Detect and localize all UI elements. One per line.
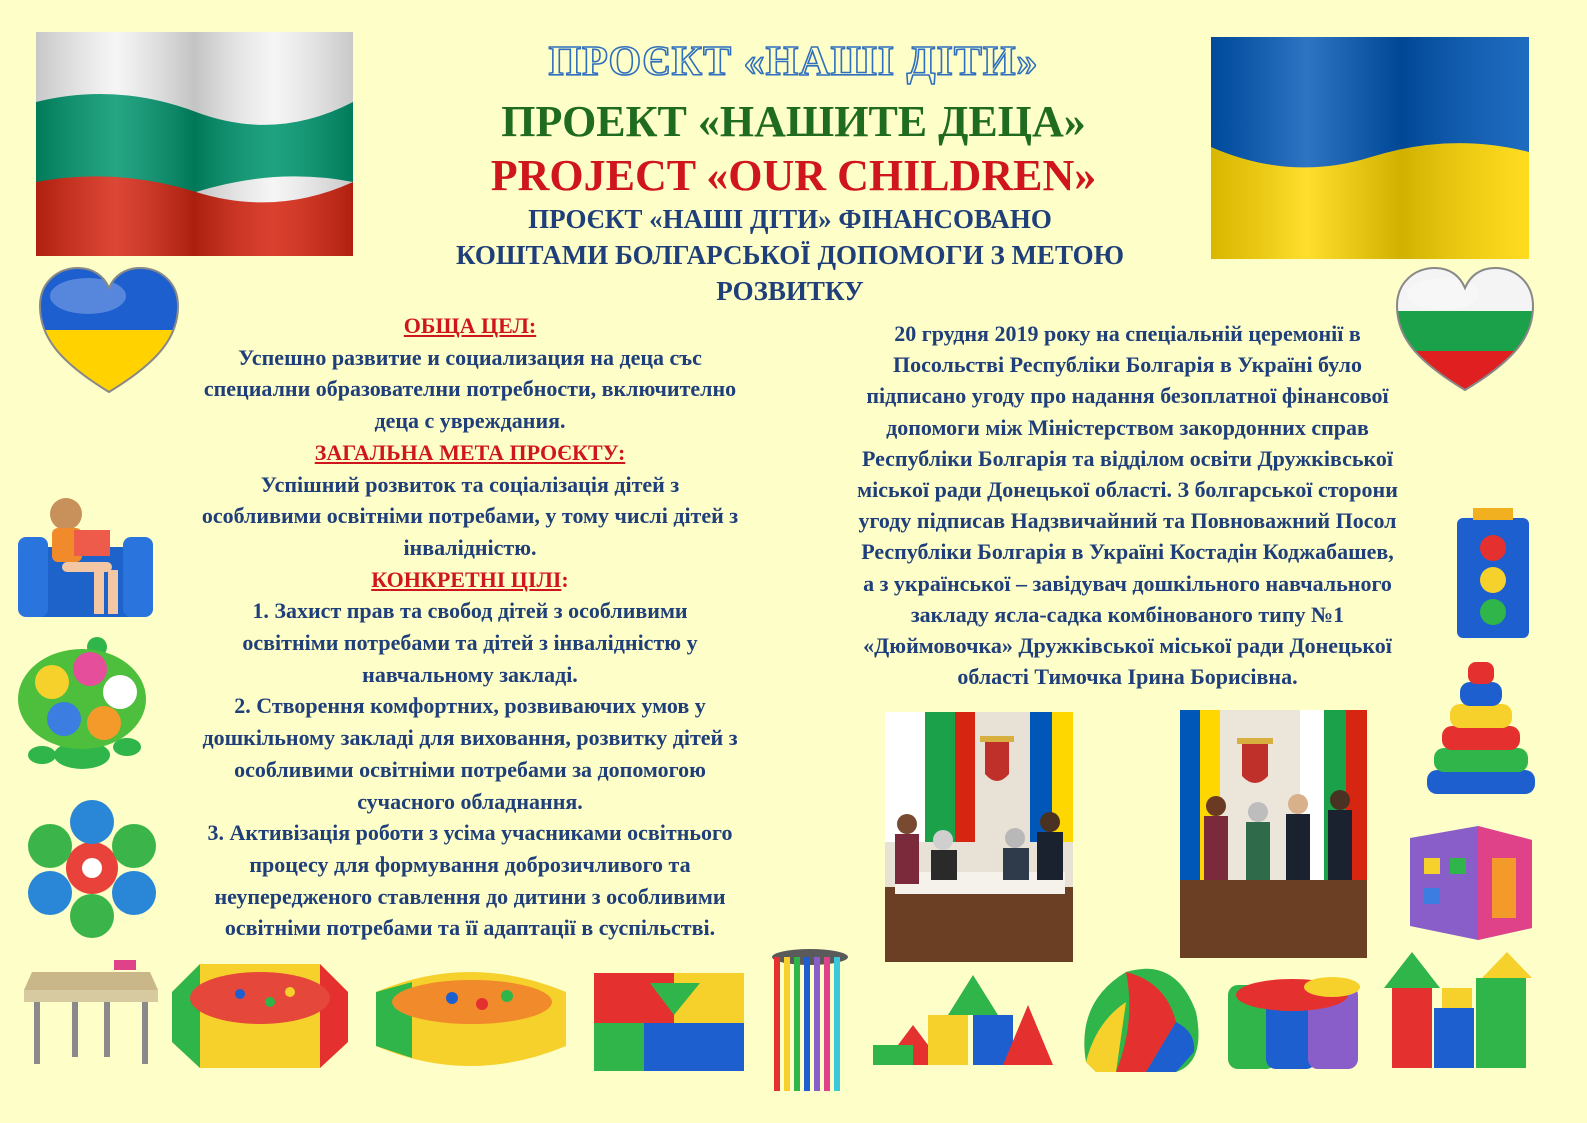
ua-goal-line: інвалідністю.	[403, 534, 537, 560]
subtitle-line: ПРОЄКТ «НАШІ ДІТИ» ФІНАНСОВАНО	[528, 204, 1052, 234]
title-ukrainian: ПРОЄКТ «НАШІ ДІТИ»	[548, 39, 1039, 85]
specific-goals-heading: КОНКРЕТНІ ЦІЛІ	[371, 566, 562, 592]
goal-line: особливими освітніми потребами за допомогою	[234, 756, 706, 782]
signing-ceremony-photo-2	[1180, 710, 1367, 958]
title-bulgarian: ПРОЕКТ «НАШИТЕ ДЕЦА»	[501, 97, 1086, 146]
ceremony-line: угоду підписав Надзвичайний та Повноважний Посол	[858, 508, 1397, 534]
specific-goals-colon: :	[561, 566, 569, 592]
goal-line: 3. Активізація роботи з усіма учасниками освітнього	[207, 820, 733, 846]
ring-pyramid-photo	[1422, 658, 1540, 798]
title-english: PROJECT «OUR CHILDREN»	[490, 151, 1097, 200]
ball-pit-octagon-photo	[170, 952, 350, 1070]
goal-line: 2. Створення комфортних, розвиваючих умов у	[234, 693, 706, 719]
flower-mat-photo	[22, 798, 160, 940]
dry-shower-curtain-photo	[768, 945, 853, 1093]
activity-cube-photo	[1408, 818, 1534, 943]
traffic-light-cube-photo	[1455, 508, 1533, 640]
ceremony-line: підписано угоду про надання безоплатної фінансової	[866, 383, 1389, 409]
ceremony-line: а з української – завідувач дошкільного навчального	[863, 570, 1392, 596]
soft-construction-set-photo	[1382, 948, 1534, 1076]
bean-bag-photo	[1076, 962, 1202, 1077]
bg-goal-line: деца с увреждания.	[374, 408, 566, 434]
bg-goal-line: специални образователни потребности, включително	[203, 376, 737, 402]
ceremony-line: міської ради Донецької області. З болгарської сторони	[857, 477, 1398, 503]
turtle-toy-photo	[12, 637, 152, 777]
ua-goal-line: особливими освітніми потребами, у тому числі дітей з	[201, 503, 739, 529]
funding-subtitle	[380, 201, 1200, 309]
goal-line: процесу для формування доброзичливого та	[249, 851, 691, 877]
building-blocks-photo	[873, 965, 1053, 1069]
goal-line: 1. Захист прав та свобод дітей з особливими	[252, 598, 688, 624]
ceremony-line: області Тимочка Ірина Борисівна.	[957, 664, 1298, 690]
specific-goals-heading-row	[152, 564, 788, 596]
subtitle-line: РОЗВИТКУ	[716, 276, 864, 306]
ball-pit-corner-photo	[372, 962, 569, 1072]
goal-line: освітніми потребами та дітей з інвалідністю у	[242, 630, 698, 656]
sand-table-photo	[22, 952, 160, 1067]
signing-ceremony-photo-1	[885, 712, 1073, 962]
ceremony-line: Республіки Болгарія в Україні Костадін Коджабашев,	[861, 539, 1394, 565]
bg-goal-line: Успешно развитие и социализация на деца със	[238, 344, 702, 370]
ceremony-line: Посольстві Республіки Болгарія в Україні було	[892, 352, 1363, 378]
subtitle-line: КОШТАМИ БОЛГАРСЬКОЇ ДОПОМОГИ З МЕТОЮ	[455, 240, 1124, 270]
soft-poufs-photo	[1222, 965, 1364, 1073]
ua-goal-line: Успішний розвиток та соціалізація дітей з	[260, 471, 680, 497]
goal-line: сучасного обладнання.	[357, 788, 583, 814]
goal-line: дошкільному закладі для виховання, розвитку дітей з	[202, 725, 738, 751]
goal-line: навчальному закладі.	[362, 661, 578, 687]
ceremony-line: допомоги між Міністерством закордонних справ	[886, 414, 1369, 440]
goals-column	[152, 310, 788, 944]
goal-line: неупередженого ставлення до дитини з особливими	[214, 883, 726, 909]
child-on-armchair-photo	[18, 492, 153, 627]
ua-goal-heading: ЗАГАЛЬНА МЕТА ПРОЄКТУ:	[314, 439, 626, 465]
ceremony-description	[800, 318, 1455, 692]
ceremony-line: Республіки Болгарія та відділом освіти Дружківської	[861, 445, 1394, 471]
soft-blocks-set-photo	[590, 963, 748, 1075]
goal-line: освітніми потребами та її адаптації в суспільстві.	[224, 915, 716, 941]
bg-goal-heading: ОБЩА ЦЕЛ:	[403, 313, 537, 338]
ceremony-line: закладу ясла-садка комбінованого типу №1	[910, 601, 1345, 627]
ceremony-line: «Дюймовочка» Дружківської міської ради Донецької	[863, 633, 1392, 659]
ceremony-line: 20 грудня 2019 року на спеціальній церемонії в	[894, 321, 1361, 346]
